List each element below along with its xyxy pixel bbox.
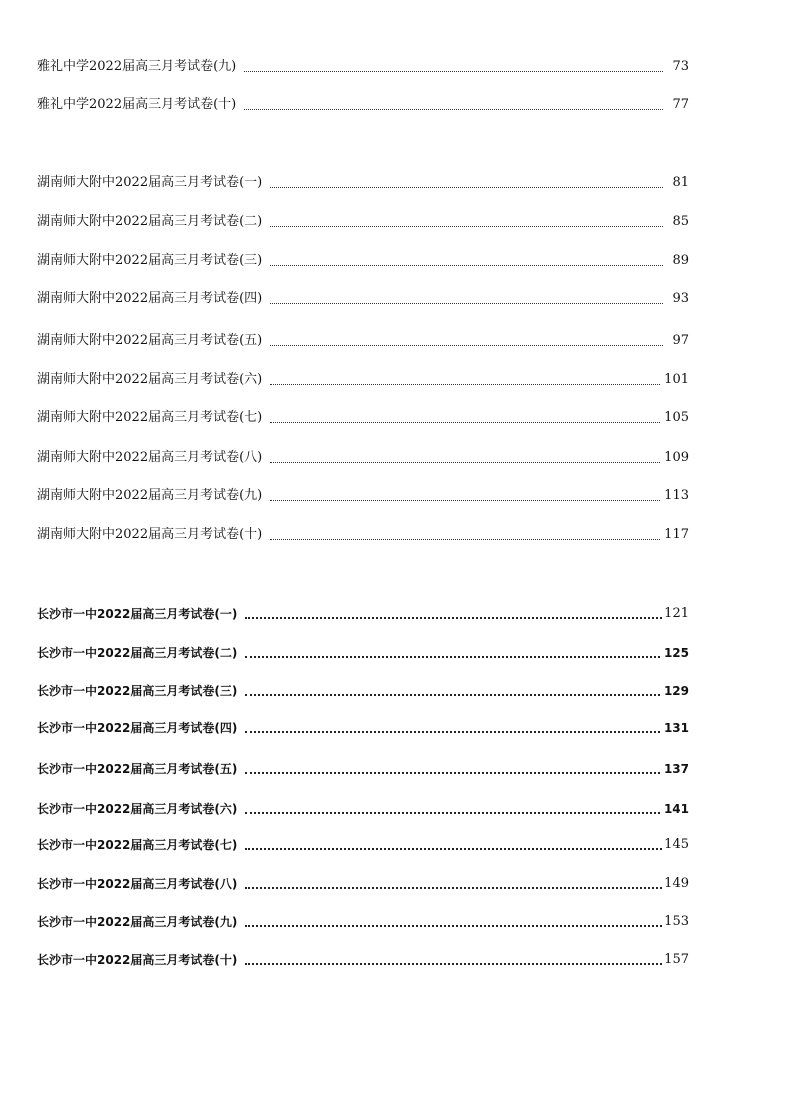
dot-leader xyxy=(270,538,660,540)
toc-entry[interactable] xyxy=(37,835,689,855)
toc-entry[interactable] xyxy=(37,95,689,115)
dot-leader xyxy=(245,812,660,814)
toc-entry-page: 77 xyxy=(672,97,689,112)
toc-entry-page: 153 xyxy=(664,914,689,929)
toc-entry-page: 97 xyxy=(672,333,689,348)
toc-entry[interactable] xyxy=(37,643,689,663)
toc-entry-page: 141 xyxy=(663,802,689,816)
toc-entry[interactable] xyxy=(37,681,689,701)
toc-entry-title: 长沙市一中2022届高三月考试卷(九) xyxy=(37,915,238,929)
toc-entry[interactable] xyxy=(37,448,689,468)
dot-leader xyxy=(244,70,663,72)
toc-entry[interactable] xyxy=(37,486,689,506)
toc-entry-page: 137 xyxy=(663,762,689,776)
toc-entry[interactable] xyxy=(37,370,689,390)
dot-leader xyxy=(270,264,663,266)
dot-leader xyxy=(245,772,660,774)
dot-leader xyxy=(245,617,662,619)
dot-leader xyxy=(245,925,662,927)
toc-entry-title: 长沙市一中2022届高三月考试卷(二) xyxy=(37,646,238,660)
toc-entry-page: 145 xyxy=(664,837,689,852)
toc-entry[interactable] xyxy=(37,950,689,970)
toc-entry-title: 湖南师大附中2022届高三月考试卷(三) xyxy=(37,253,263,268)
dot-leader xyxy=(245,887,662,889)
toc-entry-title: 湖南师大附中2022届高三月考试卷(六) xyxy=(37,372,263,387)
toc-entry-title: 长沙市一中2022届高三月考试卷(四) xyxy=(37,721,238,735)
toc-entry[interactable] xyxy=(37,289,689,309)
toc-entry-page: 85 xyxy=(672,214,689,229)
toc-entry[interactable] xyxy=(37,57,689,77)
toc-entry-page: 109 xyxy=(664,450,689,465)
toc-entry-page: 121 xyxy=(664,606,689,621)
toc-entry-title: 长沙市一中2022届高三月考试卷(十) xyxy=(37,953,238,967)
toc-entry-page: 101 xyxy=(664,372,689,387)
dot-leader xyxy=(270,225,663,227)
dot-leader xyxy=(270,461,660,463)
toc-entry-page: 129 xyxy=(663,684,689,698)
toc-entry-page: 89 xyxy=(672,253,689,268)
toc-entry[interactable] xyxy=(37,525,689,545)
dot-leader xyxy=(270,186,663,188)
dot-leader xyxy=(270,302,663,304)
dot-leader xyxy=(270,421,660,423)
dot-leader xyxy=(244,108,663,110)
toc-entry-page: 105 xyxy=(664,410,689,425)
toc-entry-title: 湖南师大附中2022届高三月考试卷(五) xyxy=(37,333,263,348)
toc-entry[interactable] xyxy=(37,604,689,624)
toc-entry-title: 雅礼中学2022届高三月考试卷(九) xyxy=(37,59,237,74)
dot-leader xyxy=(245,656,660,658)
dot-leader xyxy=(245,694,660,696)
toc-entry-title: 长沙市一中2022届高三月考试卷(一) xyxy=(37,607,238,621)
toc-entry-title: 湖南师大附中2022届高三月考试卷(十) xyxy=(37,527,263,542)
toc-entry[interactable] xyxy=(37,874,689,894)
toc-entry-page: 157 xyxy=(664,952,689,967)
toc-entry-title: 长沙市一中2022届高三月考试卷(五) xyxy=(37,762,238,776)
toc-entry-title: 湖南师大附中2022届高三月考试卷(九) xyxy=(37,488,263,503)
toc-entry[interactable] xyxy=(37,912,689,932)
toc-entry[interactable] xyxy=(37,408,689,428)
dot-leader xyxy=(270,383,660,385)
toc-entry-title: 湖南师大附中2022届高三月考试卷(八) xyxy=(37,450,263,465)
toc-entry-page: 93 xyxy=(672,291,689,306)
toc-entry-page: 81 xyxy=(672,175,689,190)
toc-entry-title: 湖南师大附中2022届高三月考试卷(二) xyxy=(37,214,263,229)
toc-entry-title: 湖南师大附中2022届高三月考试卷(七) xyxy=(37,410,263,425)
toc-entry-title: 湖南师大附中2022届高三月考试卷(四) xyxy=(37,291,263,306)
toc-entry-page: 131 xyxy=(663,721,689,735)
toc-entry[interactable] xyxy=(37,718,689,738)
dot-leader xyxy=(270,499,660,501)
dot-leader xyxy=(245,963,662,965)
dot-leader xyxy=(270,344,663,346)
toc-entry[interactable] xyxy=(37,173,689,193)
dot-leader xyxy=(245,848,662,850)
toc-entry[interactable] xyxy=(37,759,689,779)
toc-entry-title: 长沙市一中2022届高三月考试卷(六) xyxy=(37,802,238,816)
toc-entry-page: 149 xyxy=(664,876,689,891)
toc-entry-title: 长沙市一中2022届高三月考试卷(八) xyxy=(37,877,238,891)
toc-entry-title: 湖南师大附中2022届高三月考试卷(一) xyxy=(37,175,263,190)
dot-leader xyxy=(245,731,660,733)
toc-entry[interactable] xyxy=(37,251,689,271)
toc-entry[interactable] xyxy=(37,331,689,351)
toc-entry[interactable] xyxy=(37,212,689,232)
toc-entry[interactable] xyxy=(37,799,689,819)
toc-entry-page: 73 xyxy=(672,59,689,74)
toc-entry-page: 117 xyxy=(664,527,689,542)
toc-entry-title: 长沙市一中2022届高三月考试卷(七) xyxy=(37,838,238,852)
toc-entry-page: 125 xyxy=(663,646,689,660)
toc-entry-page: 113 xyxy=(664,488,689,503)
toc-entry-title: 雅礼中学2022届高三月考试卷(十) xyxy=(37,97,237,112)
toc-entry-title: 长沙市一中2022届高三月考试卷(三) xyxy=(37,684,238,698)
